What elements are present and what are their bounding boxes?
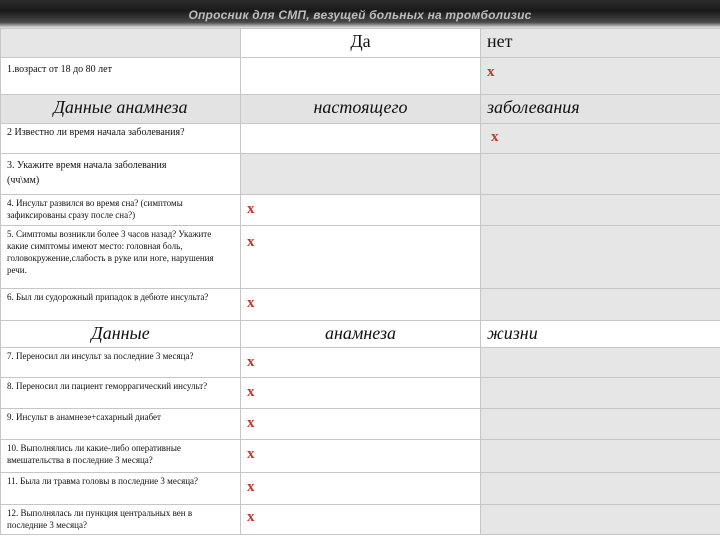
section-label-2: анамнеза [241, 321, 481, 348]
header-no: нет [481, 29, 720, 58]
answer-mark: x [247, 384, 255, 400]
answer-mark: x [247, 446, 255, 462]
question-12: 12. Выполнялась ли пункция центральных вен в последние 3 месяца? [1, 505, 241, 535]
table-row [1, 378, 720, 409]
answer-mark: x [247, 234, 255, 250]
question-7: 7. Переносил ли инсульт за последние 3 месяца? [1, 348, 241, 378]
table-row [1, 348, 720, 378]
question-10: 10. Выполнялись ли какие-либо оперативные вмешательства в последние 3 месяца? [1, 440, 241, 473]
answer-no-8[interactable] [481, 378, 720, 409]
answer-yes-8[interactable] [241, 378, 481, 409]
questionnaire-table [0, 28, 720, 535]
question-4: 4. Инсульт развился во время сна? (симптомы зафиксированы сразу после сна?) [1, 195, 241, 226]
answer-yes-6[interactable] [241, 289, 481, 321]
header-question-cell [1, 29, 241, 58]
section-label-1: Данные анамнеза [1, 95, 241, 124]
table-row [1, 473, 720, 505]
answer-mark: x [247, 479, 255, 495]
question-5: 5. Симптомы возникли более 3 часов назад? Укажите какие симптомы имеют место: головная боль, головокружение,слабость в руке или ноге, нарушения речи. [1, 226, 241, 289]
table-row [1, 409, 720, 440]
section-label-3: жизни [481, 321, 720, 348]
answer-no-3[interactable] [481, 154, 720, 195]
answer-mark: x [491, 129, 499, 145]
table-row [1, 154, 720, 195]
question-9: 9. Инсульт в анамнезе+сахарный диабет [1, 409, 241, 440]
answer-yes-12[interactable] [241, 505, 481, 535]
question-1: 1.возраст от 18 до 80 лет [1, 58, 241, 95]
answer-no-11[interactable] [481, 473, 720, 505]
question-6: 6. Был ли судорожный припадок в дебюте инсульта? [1, 289, 241, 321]
answer-no-10[interactable] [481, 440, 720, 473]
answer-no-6[interactable] [481, 289, 720, 321]
table-row [1, 440, 720, 473]
answer-yes-2[interactable] [241, 124, 481, 154]
section-label-2: настоящего [241, 95, 481, 124]
section-label-3: заболевания [481, 95, 720, 124]
answer-yes-7[interactable] [241, 348, 481, 378]
section-row-present-illness [1, 95, 720, 124]
table-row [1, 195, 720, 226]
answer-no-4[interactable] [481, 195, 720, 226]
answer-mark: x [247, 295, 255, 311]
answer-no-7[interactable] [481, 348, 720, 378]
answer-mark: x [487, 64, 495, 80]
question-2: 2 Известно ли время начала заболевания? [1, 124, 241, 154]
answer-mark: x [247, 415, 255, 431]
answer-yes-9[interactable] [241, 409, 481, 440]
answer-mark: x [247, 509, 255, 525]
question-3-line2: (чч\мм) [7, 175, 40, 186]
question-3-line1: 3. Укажите время начала заболевания [7, 160, 167, 171]
header-yes: Да [241, 29, 481, 58]
question-11: 11. Была ли травма головы в последние 3 месяца? [1, 473, 241, 505]
section-label-1: Данные [1, 321, 241, 348]
answer-no-1[interactable] [481, 58, 720, 95]
answer-no-9[interactable] [481, 409, 720, 440]
answer-yes-3[interactable] [241, 154, 481, 195]
table-row [1, 124, 720, 154]
answer-mark: x [247, 201, 255, 217]
answer-yes-11[interactable] [241, 473, 481, 505]
table-row [1, 289, 720, 321]
header-row [1, 29, 720, 58]
answer-no-2[interactable] [481, 124, 720, 154]
table-row [1, 505, 720, 535]
table-row [1, 58, 720, 95]
answer-yes-4[interactable] [241, 195, 481, 226]
question-8: 8. Переносил ли пациент геморрагический инсульт? [1, 378, 241, 409]
answer-yes-1[interactable] [241, 58, 481, 95]
page-title: Опросник для СМП, везущей больных на тромболизис [188, 8, 532, 22]
answer-yes-10[interactable] [241, 440, 481, 473]
answer-yes-5[interactable] [241, 226, 481, 289]
section-row-life-history [1, 321, 720, 348]
answer-no-12[interactable] [481, 505, 720, 535]
question-3 [1, 154, 241, 195]
answer-mark: x [247, 354, 255, 370]
answer-no-5[interactable] [481, 226, 720, 289]
table-row [1, 226, 720, 289]
